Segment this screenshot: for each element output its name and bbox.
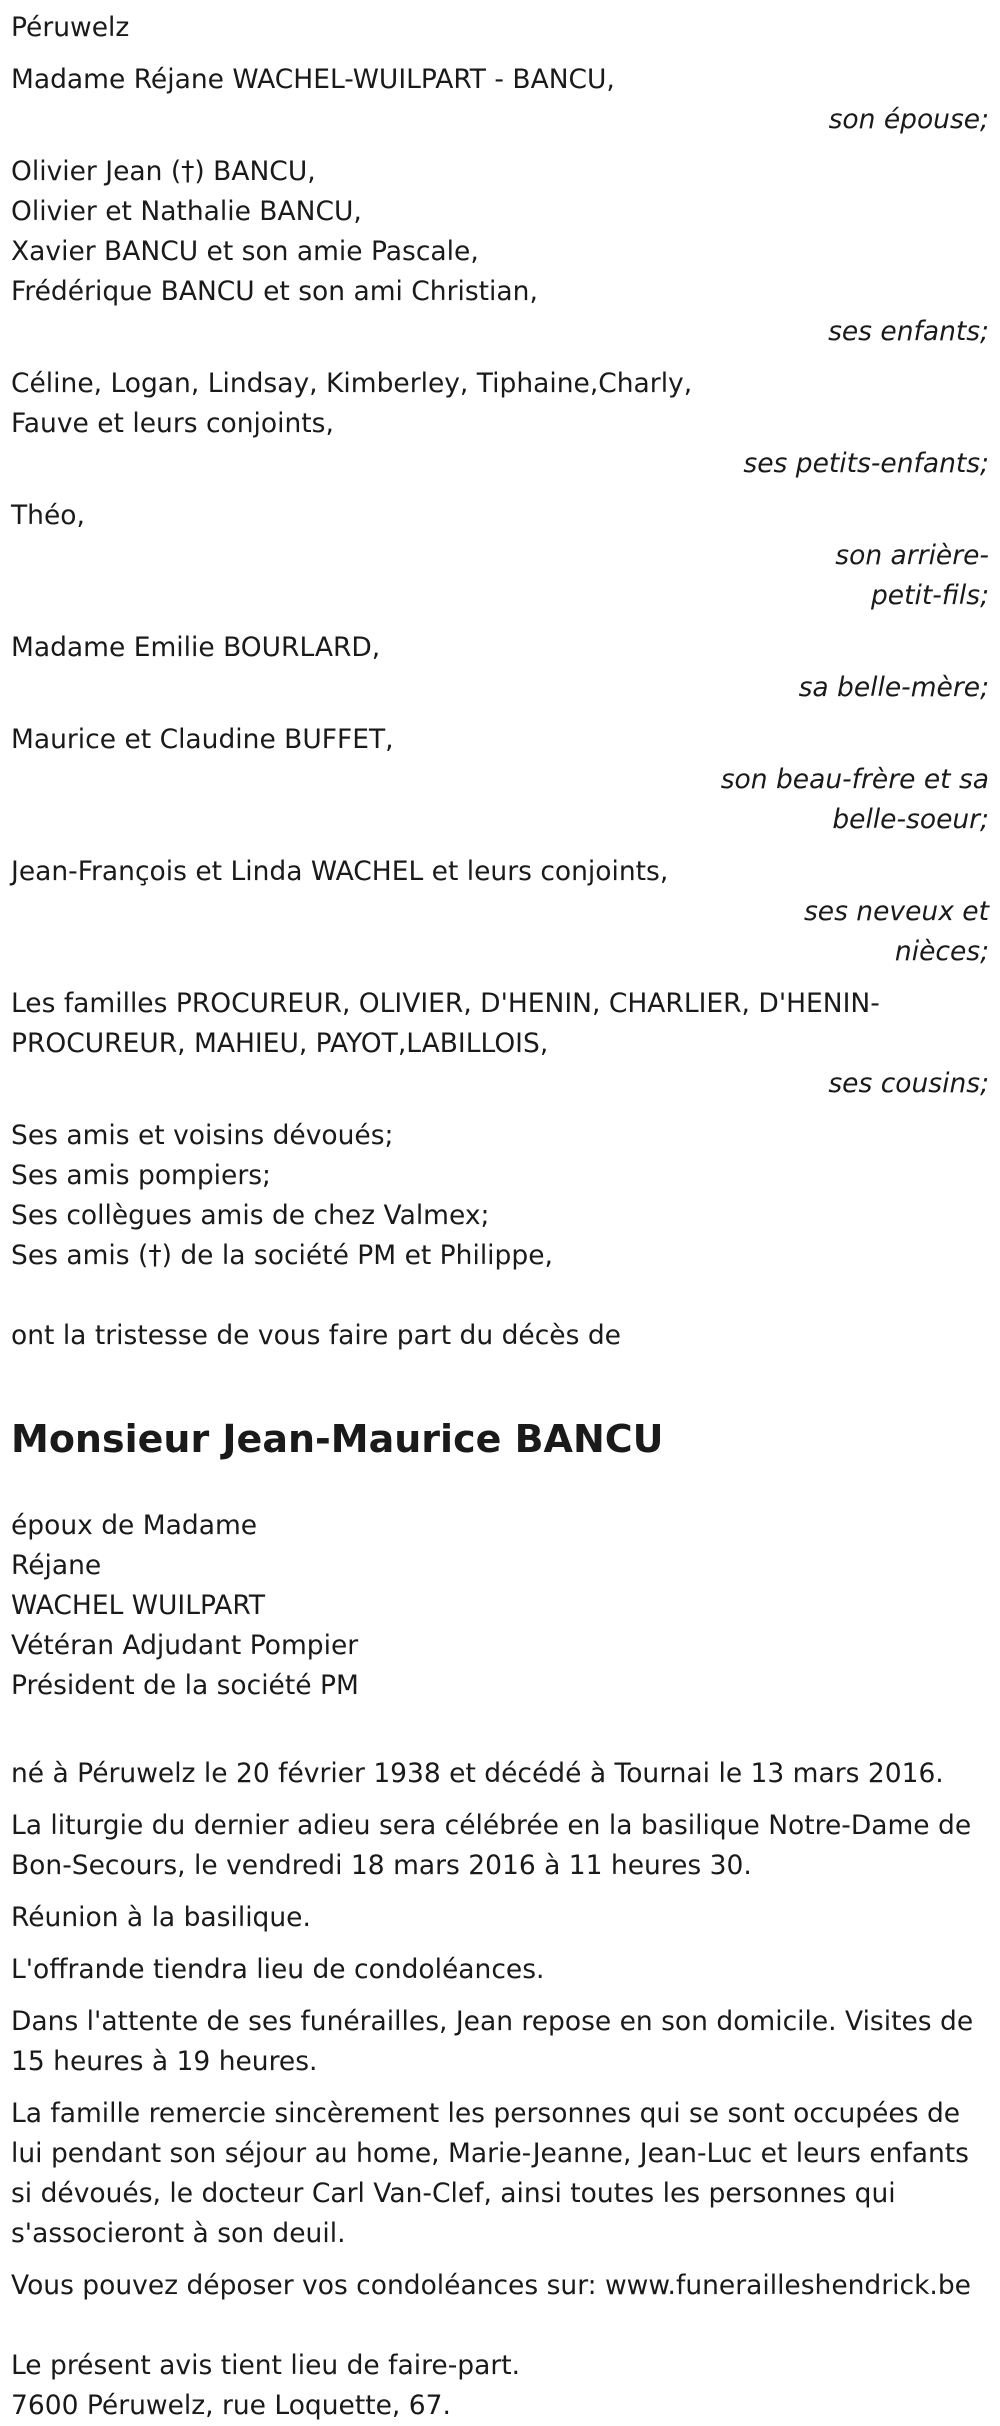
friends-line: Ses amis et voisins dévoués; bbox=[11, 1120, 394, 1151]
relation-line: Fauve et leurs conjoints, bbox=[11, 408, 334, 439]
detail-line: Bon-Secours, le vendredi 18 mars 2016 à 11 heures 30. bbox=[11, 1850, 752, 1881]
detail-line: La famille remercie sincèrement les personnes qui se sont occupées de bbox=[11, 2098, 961, 2129]
death-notice bbox=[11, 8, 989, 2426]
relation-line: Olivier et Nathalie BANCU, bbox=[11, 196, 362, 227]
relation-group bbox=[11, 496, 989, 616]
relation-group bbox=[11, 60, 989, 140]
detail-line: s'associeront à son deuil. bbox=[11, 2218, 346, 2249]
relation-group bbox=[11, 152, 989, 352]
visits-paragraph bbox=[11, 2002, 989, 2082]
relation-group bbox=[11, 984, 989, 1104]
friends-line: Ses amis pompiers; bbox=[11, 1160, 271, 1191]
friends-line: Ses collègues amis de chez Valmex; bbox=[11, 1200, 490, 1231]
relation-line: Jean-François et Linda WACHEL et leurs conjoints, bbox=[11, 856, 669, 887]
relation-group bbox=[11, 720, 989, 840]
location: Péruwelz bbox=[11, 12, 130, 43]
relation-role: petit-fils; bbox=[870, 580, 989, 611]
relation-line: Madame Emilie BOURLARD, bbox=[11, 632, 381, 663]
relation-group bbox=[11, 852, 989, 972]
condolences-line: Vous pouvez déposer vos condoléances sur: www.funerailleshendrick.be bbox=[11, 2270, 971, 2301]
detail-line: Dans l'attente de ses funérailles, Jean repose en son domicile. Visites de bbox=[11, 2006, 974, 2037]
deceased-info-line: WACHEL WUILPART bbox=[11, 1590, 266, 1621]
relation-line: Maurice et Claudine BUFFET, bbox=[11, 724, 394, 755]
footer-line: Le présent avis tient lieu de faire-part. bbox=[11, 2350, 521, 2381]
deceased-info-line: Réjane bbox=[11, 1550, 102, 1581]
relation-line: Céline, Logan, Lindsay, Kimberley, Tiphaine,Charly, bbox=[11, 368, 693, 399]
relation-line: Madame Réjane WACHEL-WUILPART - BANCU, bbox=[11, 64, 615, 95]
footer bbox=[11, 2346, 989, 2426]
friends-line: Ses amis (†) de la société PM et Philippe, bbox=[11, 1240, 553, 1271]
relation-role: ses cousins; bbox=[828, 1068, 989, 1099]
deceased-info bbox=[11, 1506, 989, 1706]
relation-role: son épouse; bbox=[828, 104, 989, 135]
relation-line: PROCUREUR, MAHIEU, PAYOT,LABILLOIS, bbox=[11, 1028, 549, 1059]
relation-line: Les familles PROCUREUR, OLIVIER, D'HENIN, CHARLIER, D'HENIN- bbox=[11, 988, 880, 1019]
relation-role: sa belle-mère; bbox=[798, 672, 989, 703]
friends-list bbox=[11, 1116, 989, 1276]
relation-role: belle-soeur; bbox=[832, 804, 989, 835]
detail-line: si dévoués, le docteur Carl Van-Clef, ainsi toutes les personnes qui bbox=[11, 2178, 896, 2209]
funeral-paragraph bbox=[11, 1806, 989, 1886]
relation-line: Xavier BANCU et son amie Pascale, bbox=[11, 236, 479, 267]
relation-line: Olivier Jean (†) BANCU, bbox=[11, 156, 316, 187]
relation-group bbox=[11, 364, 989, 484]
relation-group bbox=[11, 628, 989, 708]
detail-line: 15 heures à 19 heures. bbox=[11, 2046, 318, 2077]
relation-role: ses enfants; bbox=[828, 316, 989, 347]
announcement: ont la tristesse de vous faire part du décès de bbox=[11, 1320, 621, 1351]
relation-role: son arrière- bbox=[835, 540, 989, 571]
relation-line: Théo, bbox=[11, 500, 85, 531]
footer-address: 7600 Péruwelz, rue Loquette, 67. bbox=[11, 2390, 451, 2421]
relation-role: son beau-frère et sa bbox=[720, 764, 989, 795]
deceased-name: Monsieur Jean-Maurice BANCU bbox=[11, 1417, 664, 1461]
relation-role: ses neveux et bbox=[803, 896, 989, 927]
deceased-info-line: époux de Madame bbox=[11, 1510, 258, 1541]
deceased-info-line: Vétéran Adjudant Pompier bbox=[11, 1630, 359, 1661]
relation-role: ses petits-enfants; bbox=[743, 448, 989, 479]
detail-line: lui pendant son séjour au home, Marie-Jeanne, Jean-Luc et leurs enfants bbox=[11, 2138, 969, 2169]
detail-line: La liturgie du dernier adieu sera célébrée en la basilique Notre-Dame de bbox=[11, 1810, 972, 1841]
deceased-info-line: Président de la société PM bbox=[11, 1670, 359, 1701]
relation-role: nièces; bbox=[894, 936, 989, 967]
relation-line: Frédérique BANCU et son ami Christian, bbox=[11, 276, 538, 307]
thanks-paragraph bbox=[11, 2094, 989, 2254]
meeting-line: Réunion à la basilique. bbox=[11, 1902, 311, 1933]
birth-death-line: né à Péruwelz le 20 février 1938 et décédé à Tournai le 13 mars 2016. bbox=[11, 1758, 944, 1789]
offering-line: L'offrande tiendra lieu de condoléances. bbox=[11, 1954, 545, 1985]
